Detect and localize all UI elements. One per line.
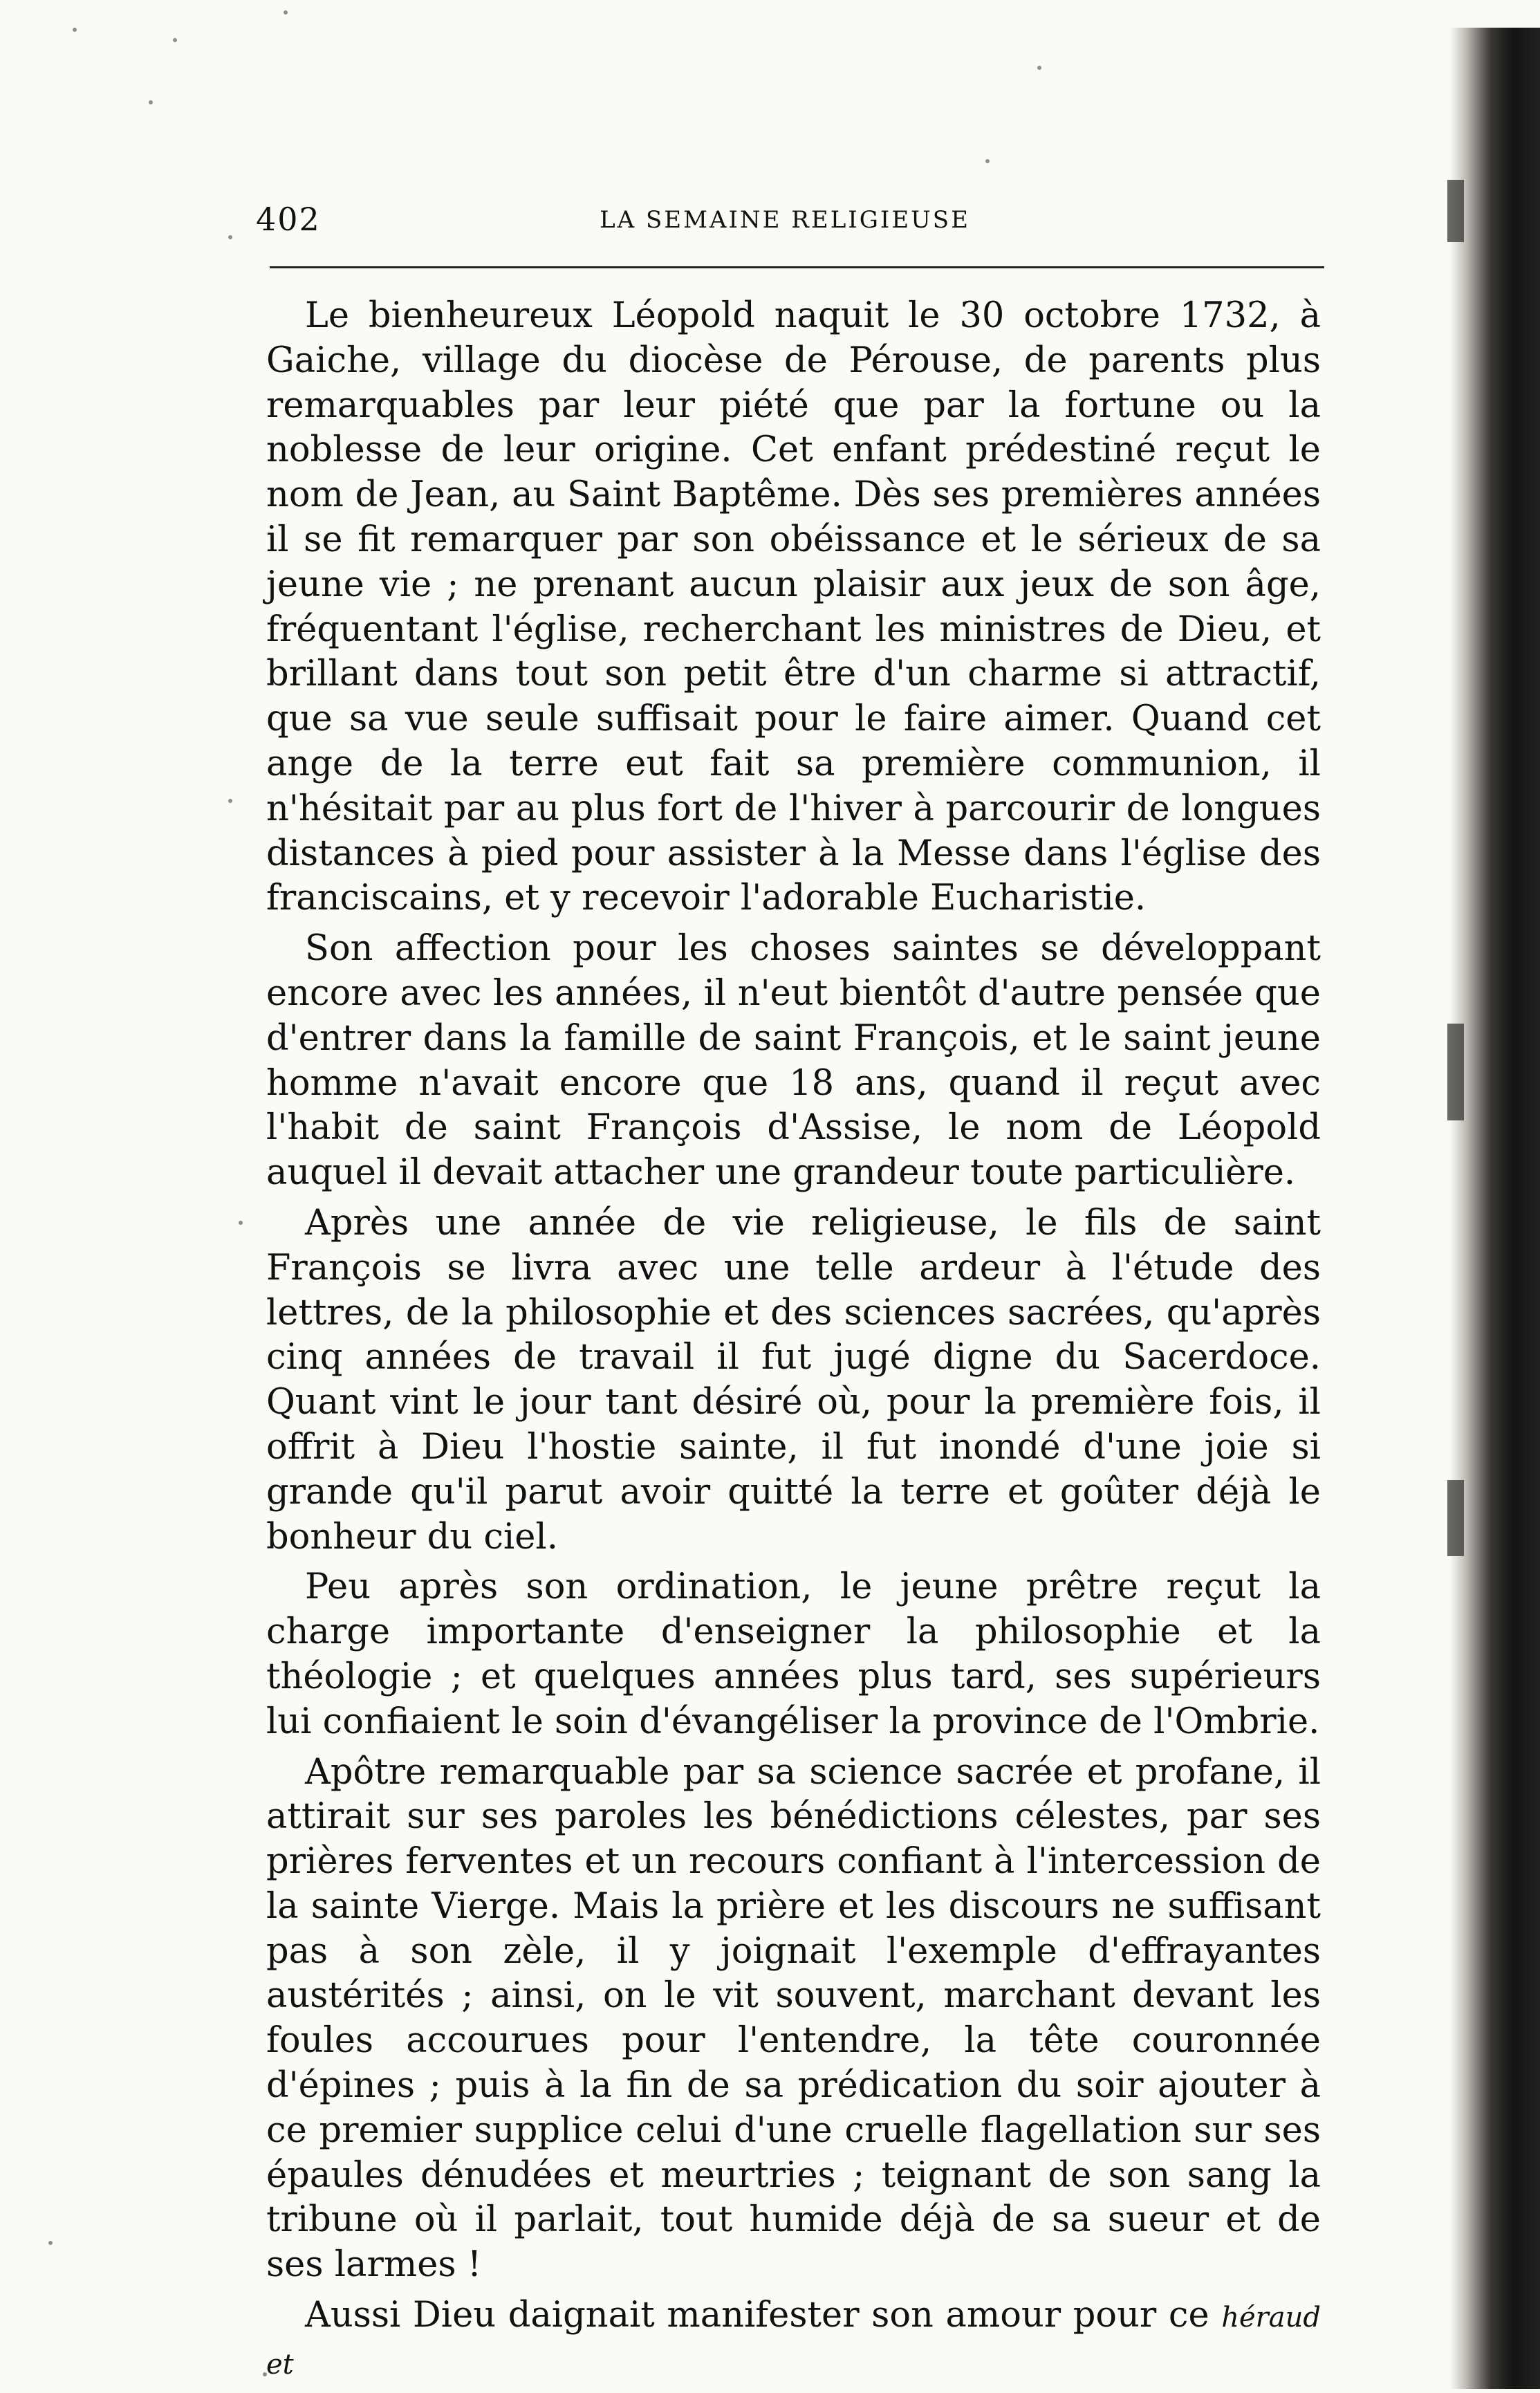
scan-binding-edge <box>1450 28 1540 2389</box>
body-text <box>266 294 1321 2393</box>
scan-binding-mark <box>1447 180 1464 242</box>
scan-speck <box>239 1221 243 1225</box>
scan-speck <box>985 159 990 163</box>
paragraph: Le bienheureux Léopold naquit le 30 octobre 1732, à Gaiche, village du diocèse de Pérouse, de parents plus remarquables par leur piété que par la fortune ou la noblesse de leur origine. Cet enfant prédestiné reçut le nom de Jean, au Saint Baptême. Dès ses premières années il se fit remarquer par son obéissance et le sérieux de sa jeune vie ; ne prenant aucun plaisir aux jeux de son âge, fréquentant l'église, recherchant les ministres de Dieu, et brillant dans tout son petit être d'un charme si attractif, que sa vue seule suffisait pour le faire aimer. Quand cet ange de la terre eut fait sa première communion, il n'hésitait par au plus fort de l'hiver à parcourir de longues distances à pied pour assister à la Messe dans l'église des franciscains, et y recevoir l'adorable Eucharistie. <box>266 295 1321 919</box>
scan-speck <box>173 38 177 42</box>
scan-speck <box>149 100 153 104</box>
scan-speck <box>228 799 232 803</box>
paragraph-last <box>266 2293 1321 2387</box>
running-header <box>256 201 1314 249</box>
paragraph: Son affection pour les choses saintes se développant encore avec les années, il n'eut bientôt d'autre pensée que d'entrer dans la famille de saint François, et le saint jeune homme n'avait encore que 18 ans, quand il reçut avec l'habit de saint François d'Assise, le nom de Léopold auquel il devait attacher une grandeur toute particulière. <box>266 928 1321 1194</box>
paragraph-text: Aussi Dieu daignait manifester son amour pour ce <box>305 2295 1222 2336</box>
italic-word: héraud et <box>266 2302 1321 2381</box>
paragraph: Apôtre remarquable par sa science sacrée et profane, il attirait sur ses paroles les bénédictions célestes, par ses prières ferventes et un recours confiant à l'intercession de la sainte Vierge. Mais la prière et les discours ne suffisant pas à son zèle, il y joignait l'exemple d'effrayantes austérités ; ainsi, on le vit souvent, marchant devant les foules accourues pour l'entendre, la tête couronnée d'épines ; puis à la fin de sa prédication du soir ajouter à ce premier supplice celui d'une cruelle flagellation sur ses épaules dénudées et meurtries ; teignant de son sang la tribune où il parlait, tout humide déjà de sa sueur et de ses larmes ! <box>266 1751 1321 2286</box>
scan-speck <box>48 2241 53 2245</box>
scan-speck <box>73 28 77 32</box>
paragraph: Peu après son ordination, le jeune prêtre reçut la charge importante d'enseigner la philosophie et la théologie ; et quelques années plus tard, ses supérieurs lui confiaient le soin d'évangéliser la province de l'Ombrie. <box>266 1567 1321 1742</box>
paragraph: Après une année de vie religieuse, le fils de saint François se livra avec une telle ardeur à l'étude des lettres, de la philosophie et des sciences sacrées, qu'après cinq années de travail il fut jugé digne du Sacerdoce. Quant vint le jour tant désiré où, pour la première fois, il offrit à Dieu l'hostie sainte, il fut inondé d'une joie si grande qu'il parut avoir quitté la terre et goûter déjà le bonheur du ciel. <box>266 1202 1321 1558</box>
page-number: 402 <box>256 201 321 238</box>
header-rule <box>270 266 1324 268</box>
scan-binding-mark <box>1447 1480 1464 1556</box>
scan-speck <box>284 10 288 15</box>
scan-speck <box>228 235 232 239</box>
scan-speck <box>1037 66 1041 70</box>
running-title: LA SEMAINE RELIGIEUSE <box>600 206 970 234</box>
scan-binding-mark <box>1447 1024 1464 1120</box>
